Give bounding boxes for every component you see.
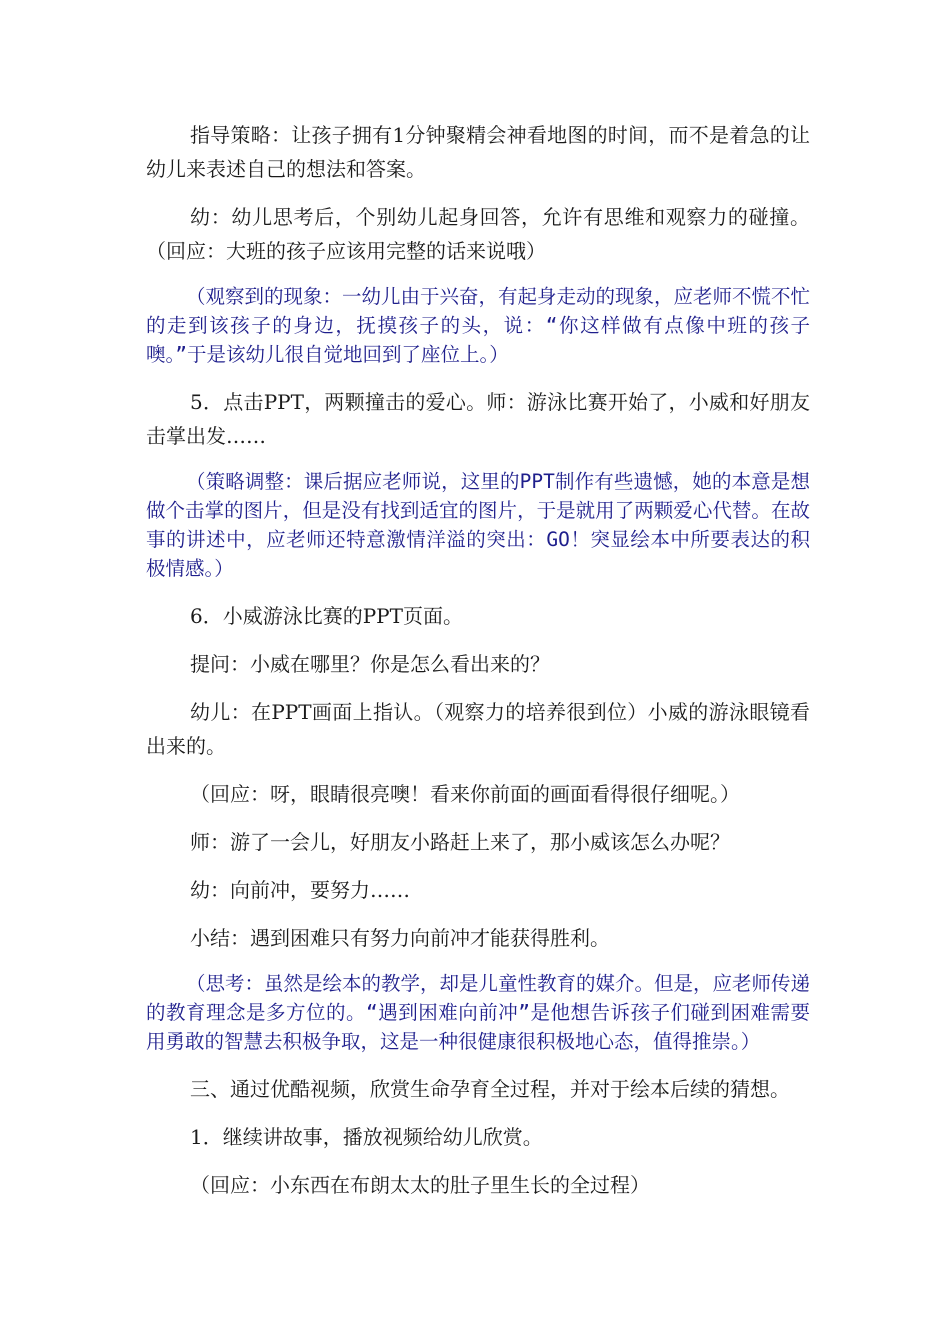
note-strategy-adjustment: （策略调整：课后据应老师说，这里的PPT制作有些遗憾，她的本意是想做个击掌的图片，但是没有找到适宜的图片，于是就用了两颗爱心代替。在故事的讲述中，应老师还特意激情洋溢的突出：GO！突显绘本中所要表达的积极情感。） [146,470,810,580]
note-reflection: （思考：虽然是绘本的教学，却是儿童性教育的媒介。但是，应老师传递的教育理念是多方位的。“遇到困难向前冲”是他想告诉孩子们碰到困难需要用勇敢的智慧去积极争取，这是一种很健康很积极地心态，值得推崇。） [146,972,811,1053]
paragraph-step-5: 5．点击PPT，两颗撞击的爱心。师：游泳比赛开始了，小威和好朋友击掌出发…… [146,390,810,448]
paragraph-guidance-strategy: 指导策略：让孩子拥有1分钟聚精会神看地图的时间，而不是着急的让幼儿来表述自己的想法和答案。 [146,123,810,181]
paragraph-child-answer: 幼：向前冲，要努力…… [190,878,410,902]
paragraph-question: 提问：小威在哪里？你是怎么看出来的？ [190,652,550,676]
paragraph-teacher-question: 师：游了一会儿，好朋友小路赶上来了，那小威该怎么办呢？ [190,830,730,854]
paragraph-child-pointing: 幼儿：在PPT画面上指认。（观察力的培养很到位）小威的游泳眼镜看出来的。 [146,700,810,758]
paragraph-summary: 小结：遇到困难只有努力向前冲才能获得胜利。 [190,926,610,950]
paragraph-response-growth: （回应：小东西在布朗太太的肚子里生长的全过程） [190,1173,650,1197]
paragraph-step-6: 6．小威游泳比赛的PPT页面。 [190,604,463,628]
paragraph-response-eyes: （回应：呀，眼睛很亮噢！看来你前面的画面看得很仔细呢。） [190,782,740,806]
paragraph-section-3: 三、通过优酷视频，欣赏生命孕育全过程，并对于绘本后续的猜想。 [190,1077,790,1101]
paragraph-step-1: 1．继续讲故事，播放视频给幼儿欣赏。 [190,1125,543,1149]
paragraph-child-response: 幼：幼儿思考后，个别幼儿起身回答，允许有思维和观察力的碰撞。（回应：大班的孩子应该用完整的话来说哦） [146,205,810,263]
note-observation: （观察到的现象：一幼儿由于兴奋，有起身走动的现象，应老师不慌不忙的走到该孩子的身边，抚摸孩子的头，说：“你这样做有点像中班的孩子噢。”于是该幼儿很自觉地回到了座位上。） [146,285,811,366]
document-page [146,118,810,1216]
